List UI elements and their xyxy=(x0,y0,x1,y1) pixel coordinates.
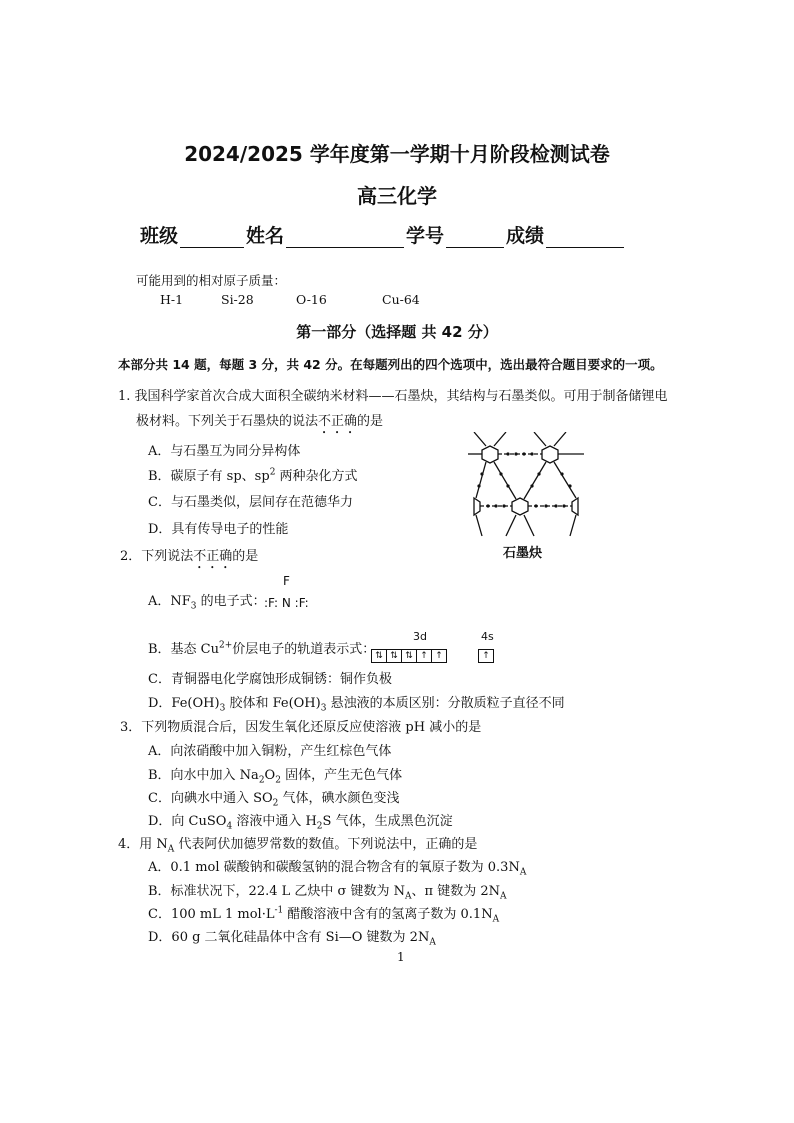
orbital-3d-boxes xyxy=(372,645,447,664)
q1-option-d[interactable]: D．具有传导电子的性能 xyxy=(148,522,289,537)
orbital-3d-label: 3d xyxy=(413,630,427,643)
q1-option-c[interactable]: C．与石墨类似，层间存在范德华力 xyxy=(148,495,353,510)
nf3-lewis-structure: :F: N :F: xyxy=(264,596,309,610)
atomic-mass-item: Si-28 xyxy=(221,292,254,307)
benzene-ring xyxy=(512,498,528,515)
q4-option-d[interactable] xyxy=(148,926,436,948)
orbital-4s-label: 4s xyxy=(481,630,494,643)
class-label: 班级 xyxy=(140,225,179,247)
q3-option-b-sub: 2 xyxy=(275,775,281,786)
q3-option-d-text: S 气体，生成黑色沉淀 xyxy=(322,814,453,829)
q4-stem xyxy=(118,833,477,855)
q3-option-d[interactable] xyxy=(148,810,453,832)
q2-option-a-sub: 3 xyxy=(190,601,197,612)
q2-option-d-text: D．Fe(OH) xyxy=(148,696,220,711)
q4-option-a[interactable] xyxy=(148,856,526,878)
name-label: 姓名 xyxy=(246,225,285,247)
q1-stem-line2 xyxy=(136,410,383,437)
orbital-box: ⇅ xyxy=(386,649,402,663)
exam-subject: 高三化学 xyxy=(357,184,437,208)
q4-option-a-sub: A xyxy=(519,867,527,878)
q3-option-b-text: O xyxy=(264,768,276,783)
nf3-lewis-top: F xyxy=(283,574,290,588)
q4-option-b-text: B．标准状况下，22.4 L 乙炔中 σ 键数为 N xyxy=(148,884,406,899)
benzene-ring xyxy=(474,498,480,515)
q3-option-d-sub: 4 xyxy=(226,821,233,832)
q4-option-b-sub: A xyxy=(405,891,412,902)
q3-option-d-text: D．向 CuSO xyxy=(148,814,227,829)
q2-option-a[interactable] xyxy=(148,590,266,612)
orbital-box: ⇅ xyxy=(371,649,387,663)
q2-option-a-text: A．NF xyxy=(148,594,191,609)
q1-option-b[interactable] xyxy=(148,465,358,484)
q2-option-d[interactable] xyxy=(148,692,565,714)
atomic-mass-item: Cu-64 xyxy=(382,292,420,307)
atomic-mass-item: H-1 xyxy=(160,292,184,307)
q3-option-b-text: B．向水中加入 Na xyxy=(148,768,259,783)
q3-option-c-text: C．向碘水中通入 SO xyxy=(148,791,273,806)
q3-option-b[interactable] xyxy=(148,764,402,786)
page-number: 1 xyxy=(397,950,405,964)
q1-emphasis: 不正确 xyxy=(318,414,358,429)
q4-stem-text: 4．用 N xyxy=(118,837,168,852)
q3-option-c[interactable] xyxy=(148,787,400,809)
q1-option-b-text: B．碳原子有 sp、sp xyxy=(148,469,270,484)
q1-stem-line1: 1. 我国科学家首次合成大面积全碳纳米材料——石墨炔，其结构与石墨类似。可用于制备储锂电 xyxy=(118,389,668,404)
q4-stem-text: 代表阿伏加德罗常数的数值。下列说法中，正确的是 xyxy=(174,837,478,852)
q4-option-d-sub: A xyxy=(429,937,436,948)
atomic-mass-label: 可能用到的相对原子质量： xyxy=(136,273,287,288)
q1-stem-text: 的是 xyxy=(357,414,384,429)
graphdiyne-caption: 石墨炔 xyxy=(503,546,543,561)
q3-option-d-text: 溶液中通入 H xyxy=(232,814,317,829)
q2-option-b-sup: 2+ xyxy=(219,640,233,651)
orbital-box: ⇅ xyxy=(401,649,417,663)
q4-option-b-sub: A xyxy=(500,891,507,902)
q1-stem-text: 极材料。下列关于石墨炔的说法 xyxy=(136,414,319,429)
q4-option-d-text: D．60 g 二氧化硅晶体中含有 Si—O 键数为 2N xyxy=(148,930,430,945)
id-label: 学号 xyxy=(406,225,445,247)
q1-option-a[interactable]: A．与石墨互为同分异构体 xyxy=(148,444,301,459)
benzene-ring xyxy=(482,446,498,463)
q4-option-b-text: 、π 键数为 2N xyxy=(411,884,501,899)
q4-stem-sub: A xyxy=(167,844,175,855)
name-blank[interactable] xyxy=(286,227,404,248)
q1-option-b-sup: 2 xyxy=(269,467,276,478)
q4-option-b[interactable] xyxy=(148,880,507,902)
q2-option-b[interactable] xyxy=(148,638,375,657)
q3-option-b-text: 固体，产生无色气体 xyxy=(280,768,403,783)
graphdiyne-structure-figure xyxy=(466,432,586,540)
q2-option-a-text: 的电子式： xyxy=(196,594,266,609)
score-label: 成绩 xyxy=(506,225,545,247)
q4-option-c-text: 醋酸溶液中含有的氢离子数为 0.1N xyxy=(283,907,493,922)
exam-title: 2024/2025 学年度第一学期十月阶段检测试卷 xyxy=(184,142,610,166)
q4-option-c-sub: A xyxy=(492,914,500,925)
q4-option-c-text: C．100 mL 1 mol·L xyxy=(148,907,275,922)
benzene-ring xyxy=(542,446,558,463)
q4-option-c-sup: -1 xyxy=(274,905,284,916)
q2-option-d-text: 悬浊液的本质区别：分散质粒子直径不同 xyxy=(326,696,565,711)
q2-option-d-text: 胶体和 Fe(OH) xyxy=(225,696,321,711)
q3-stem: 3．下列物质混合后，因发生氧化还原反应使溶液 pH 减小的是 xyxy=(120,720,482,735)
q1-option-b-text: 两种杂化方式 xyxy=(275,469,358,484)
q2-emphasis: 不正确 xyxy=(193,549,233,564)
orbital-box: ↑ xyxy=(478,649,494,663)
q2-stem-text: 2．下列说法 xyxy=(120,549,194,564)
q3-option-c-text: 气体，碘水颜色变浅 xyxy=(278,791,400,806)
class-blank[interactable] xyxy=(180,227,244,248)
q3-option-d-sub: 2 xyxy=(316,821,323,832)
student-info-row xyxy=(140,221,626,248)
part1-title: 第一部分（选择题 共 42 分） xyxy=(296,323,498,341)
orbital-4s-boxes xyxy=(479,645,494,664)
q4-option-a-text: A．0.1 mol 碳酸钠和碳酸氢钠的混合物含有的氧原子数为 0.3N xyxy=(148,860,520,875)
q2-option-c[interactable]: C．青铜器电化学腐蚀形成铜锈：铜作负极 xyxy=(148,672,392,687)
id-blank[interactable] xyxy=(446,227,504,248)
q2-option-b-text: B．基态 Cu xyxy=(148,642,220,657)
q3-option-c-sub: 2 xyxy=(272,798,279,809)
atomic-mass-item: O-16 xyxy=(296,292,327,307)
q3-option-a[interactable]: A．向浓硝酸中加入铜粉，产生红棕色气体 xyxy=(148,744,392,759)
q2-option-d-sub: 3 xyxy=(219,703,226,714)
orbital-box: ↑ xyxy=(416,649,432,663)
q3-option-b-sub: 2 xyxy=(258,775,265,786)
q2-option-b-text: 价层电子的轨道表示式： xyxy=(232,642,376,657)
orbital-box: ↑ xyxy=(431,649,447,663)
q2-stem-text: 的是 xyxy=(232,549,259,564)
part1-instruction: 本部分共 14 题，每题 3 分，共 42 分。在每题列出的四个选项中，选出最符合题目要求的一项。 xyxy=(118,357,663,372)
q2-option-d-sub: 3 xyxy=(320,703,327,714)
score-blank[interactable] xyxy=(546,227,624,248)
benzene-ring xyxy=(572,498,578,515)
q4-option-c[interactable] xyxy=(148,903,499,925)
q2-stem xyxy=(120,545,258,572)
